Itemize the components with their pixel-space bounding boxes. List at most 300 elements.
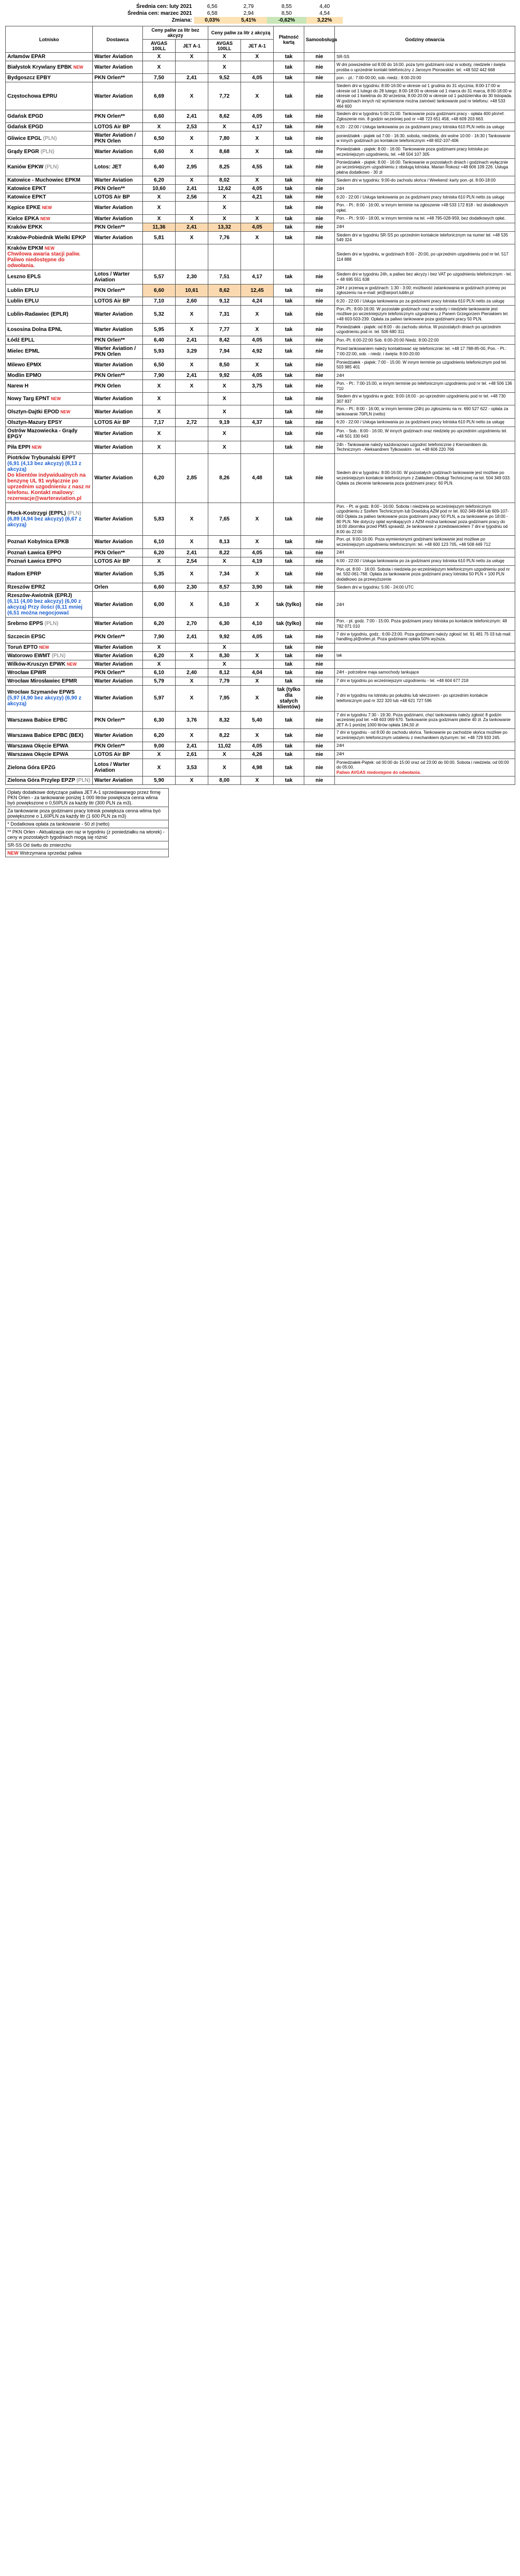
table-row [6,380,515,393]
cell-samoobsluga: nie [304,110,335,123]
cell-godziny: Siedem dni w tygodniu: 8:00-16:00 w okresie od 1 grudnia do 31 stycznia; 8:00-17:00 w okresie od 1 lutego do 28 lutego; 8:00-18:00 w okresie od 1 marca do 31 marca, 8:00-18:00 w okresie od 1 kwietnia do 30 września; 8:00-20:00 w okresie od 1 października do 30 listopada. W godzinach innych niż wymienione można zamówić tankowanie pod nr telefonu: +48 533 464 600 [335,82,515,110]
cell-price: 6,60 [143,284,176,297]
cell-lotnisko [6,418,93,427]
airport-name: Kraków-Pobiednik Wielki EPKP [7,234,86,241]
cell-godziny: 24H [335,742,515,750]
table-row [6,146,515,158]
cell-godziny: 6:00 - 22:00 / Usługa tankowania po za godzinami pracy lotniska 610 PLN netto za usługę [335,557,515,565]
airport-name: Ostrów Mazowiecka - Grądy EPGY [7,428,78,440]
cell-lotnisko [6,110,93,123]
cell-godziny: 7 dni w tygodniu 7:30 - 19:30. Poza godzinami, chęć tankowania należy zgłosić 8 godzin wcześniej pod tel. +48 603 069 670. Tankowanie poza godzinami płatne 40 zł. Za tankowanie JET A-1 poniżej 1000 litrów opłata 184,50 zł [335,711,515,729]
cell-godziny: Pon.-pt. 9:00-16:00. Poza wymienionymi godzinami tankowanie jest możliwe po wcześniejszym uzgodnieniu telefonicznym: tel. +48 600 123 705, +48 508 449 712 [335,536,515,548]
cell-samoobsluga: nie [304,185,335,193]
cell-godziny: Pon.-Pt.: 8:00-16:00. W pozostałe godzinach oraz w soboty i niedziele tankowanie jest możliwe po wcześniejszym telefonicznym uzgodnieniu z Panem Grzegorzem Pieniakiem tel. +48 603-503-239. Opłata za paliwo tankowane poza godzinami pracy 50 PLN. [335,305,515,323]
cell-samoobsluga: nie [304,380,335,393]
cell-samoobsluga: nie [304,297,335,305]
cell-platnosc: tak [274,427,304,441]
summary-value: 4,40 [319,4,330,10]
footnote-text [6,828,169,841]
cell-price [241,61,274,74]
cell-godziny: tak [335,651,515,660]
cell-price [176,660,208,668]
cell-godziny: Pon. - Pt.: 8:00 - 16:00, w innym terminie (24h) po zgłoszeniu na nr. 690 527 622 - opłata za tankowanie 70PLN (netto) [335,405,515,418]
cell-dostawca: Warter Aviation [93,305,143,323]
cell-price: 6,20 [143,176,176,185]
cell-godziny: Siedem dni w tygodniu w godz. 9:00-16:00 - po uprzednim uzgodnieniu pod nr tel. +48 730 307 837 [335,393,515,405]
cell-platnosc: tak [274,131,304,146]
summary-value: 2,94 [243,11,254,16]
cell-dostawca: PKN Orlen** [93,630,143,643]
cell-platnosc: tak [274,759,304,776]
cell-price: 7,90 [143,630,176,643]
cell-platnosc: tak (tylko) [274,618,304,630]
airport-name: Gdańsk EPGD [7,124,43,130]
cell-price [176,244,208,270]
cell-price: X [208,214,241,223]
cell-price: 8,22 [208,548,241,557]
airport-name: Leszno EPLS [7,274,41,280]
cell-price: X [176,685,208,711]
table-row [6,53,515,61]
cell-platnosc: tak [274,53,304,61]
cell-godziny: Poniedziałek - piątek: 8:00 - 16:00. Tankowanie poza godzinami pracy lotniska po wcześniejszym uzgodnieniu, tel. +48 504 107 305 [335,146,515,158]
cell-price: 7,77 [208,323,241,336]
cell-platnosc: tak [274,668,304,677]
page [5,0,515,863]
col-group-bez-akcyzy: Ceny paliw za litr bez akcyzy [143,26,208,40]
cell-price [241,427,274,441]
cell-price: 10,60 [143,185,176,193]
cell-price: X [241,358,274,371]
cell-price: 6,40 [143,336,176,344]
col-header-dostawca: Dostawca [93,26,143,53]
cell-price: X [143,214,176,223]
footnote-row [6,849,169,857]
cell-price: 4,05 [241,630,274,643]
table-row [6,344,515,358]
cell-price: 4,05 [241,185,274,193]
cell-price: 4,05 [241,110,274,123]
cell-lotnisko [6,565,93,583]
cell-dostawca: Warter Aviation [93,405,143,418]
col-header-godziny: Godziny otwarcia [335,26,515,53]
cell-price [241,393,274,405]
cell-price: X [208,202,241,214]
summary-value: 5,41% [230,17,267,24]
cell-godziny: 24H [335,750,515,759]
price-summary [100,3,343,24]
cell-lotnisko [6,536,93,548]
airport-name: Kraków EPKK [7,224,43,230]
cell-lotnisko [6,660,93,668]
cell-price: X [208,441,241,453]
cell-dostawca: Warter Aviation / PKN Orlen [93,344,143,358]
cell-lotnisko [6,74,93,82]
cell-price: X [143,441,176,453]
cell-price: X [176,503,208,536]
cell-price: 5,83 [143,503,176,536]
cell-price: X [176,231,208,244]
cell-platnosc: tak [274,711,304,729]
cell-platnosc: tak [274,214,304,223]
cell-price: 5,90 [143,776,176,785]
cell-dostawca: PKN Orlen** [93,372,143,380]
cell-price: 8,62 [208,110,241,123]
cell-lotnisko [6,336,93,344]
cell-godziny: Poniedziałek - piątek: 7:00 - 15:00. W innym terminie po uzgodnieniu telefonicznym pod tel. 503 985 401 [335,358,515,371]
table-row [6,393,515,405]
cell-price: 2,41 [176,110,208,123]
cell-godziny: 7 dni w tygodniu na lotnisku po południu lub wieczorem - po uprzednim kontakcie telefonicznym pod nr 322 320 lub +48 621 727 596 [335,685,515,711]
cell-dostawca: Warter Aviation [93,231,143,244]
cell-dostawca: Warter Aviation [93,358,143,371]
cell-platnosc: tak [274,729,304,742]
cell-price: X [176,176,208,185]
cell-price: X [143,557,176,565]
cell-platnosc: tak [274,123,304,131]
summary-value: 2,79 [243,4,254,10]
cell-samoobsluga: nie [304,284,335,297]
cell-price: 6,69 [143,82,176,110]
cell-samoobsluga: nie [304,729,335,742]
cell-lotnisko [6,393,93,405]
cell-price: 4,92 [241,344,274,358]
summary-value: 4,54 [319,11,330,16]
table-row [6,565,515,583]
table-row [6,441,515,453]
footnote-row [6,841,169,849]
cell-dostawca: Warter Aviation [93,393,143,405]
airport-name: Rzeszów-Awiotnik (EPRJ) [7,593,72,599]
table-row [6,729,515,742]
airport-tag: (PLN) [45,164,59,171]
cell-samoobsluga [304,244,335,270]
table-row [6,231,515,244]
cell-price: 4,55 [241,158,274,176]
cell-platnosc: tak [274,372,304,380]
table-row [6,358,515,371]
cell-price: X [241,53,274,61]
cell-samoobsluga: nie [304,592,335,618]
cell-price: 9,19 [208,418,241,427]
cell-dostawca: Warter Aviation [93,536,143,548]
airport-name: Białystok Krywlany EPBK [7,64,72,71]
cell-price: 7,51 [208,270,241,284]
airport-name: Katowice EPKT [7,194,46,201]
cell-samoobsluga: nie [304,214,335,223]
cell-lotnisko [6,453,93,503]
cell-platnosc: tak [274,270,304,284]
footnote-text [6,807,169,820]
cell-dostawca: PKN Orlen** [93,223,143,231]
cell-price: 7,65 [208,503,241,536]
cell-lotnisko [6,441,93,453]
cell-platnosc: tak [274,344,304,358]
cell-lotnisko [6,380,93,393]
cell-dostawca: Warter Aviation [93,61,143,74]
cell-dostawca: LOTOS Air BP [93,750,143,759]
airport-name: Olsztyn-Mazury EPSY [7,419,62,425]
summary-row [100,3,343,10]
cell-lotnisko [6,548,93,557]
cell-price: X [208,405,241,418]
cell-lotnisko [6,123,93,131]
cell-price: 3,53 [176,759,208,776]
cell-price: X [176,53,208,61]
cell-lotnisko [6,305,93,323]
cell-platnosc: tak [274,231,304,244]
cell-platnosc: tak (tylko dla stałych klientów) [274,685,304,711]
footnote-content: Opłaty dodatkowe dotyczące paliwa JET A-1 sprzedawanego przez firmę PKN Orlen - za tankowanie poniżej 1 000 litrów powiększa cenna wlima byó powiększone o 0,50PLN za każdy litr (300 PLN za m3). [7,790,161,806]
cell-platnosc: tak [274,185,304,193]
cell-price: X [208,750,241,759]
cell-price: 2,40 [176,668,208,677]
cell-godziny: 24H z przerwą w godzinach: 1:30 - 3:00; możliwość zatankowania w godzinach przerwy po zgłoszeniu na e-mail: jet@airport.lublin.pl [335,284,515,297]
cell-price [176,441,208,453]
airport-name: Radom EPRP [7,571,41,577]
cell-samoobsluga: nie [304,548,335,557]
cell-price: 6,20 [143,651,176,660]
cell-samoobsluga: nie [304,557,335,565]
cell-lotnisko [6,82,93,110]
cell-price: 6,60 [143,110,176,123]
cell-price: 9,52 [208,74,241,82]
cell-lotnisko [6,427,93,441]
airport-name: Częstochowa EPRU [7,93,57,99]
airport-name: Zielona Góra Przylep EPZP [7,778,75,784]
cell-godziny: 24H [335,592,515,618]
footnote-text [6,841,169,849]
cell-price: X [143,393,176,405]
cell-price: X [208,393,241,405]
cell-dostawca: Warter Aviation [93,427,143,441]
cell-godziny: 24H [335,185,515,193]
cell-price: 2,41 [176,223,208,231]
airport-name: Milewo EPMX [7,362,42,368]
cell-godziny: Pon. - Sob.: 8:00 - 16:00, W innych godzinach oraz niedzielę po uprzednim uzgodnieniu tel. +48 501 330 643 [335,427,515,441]
summary-value: 3,22% [306,17,343,24]
cell-price: 10,61 [176,284,208,297]
airport-tag: (PLN) [43,135,57,141]
cell-lotnisko [6,323,93,336]
airport-name: Łódź EPLL [7,337,35,343]
airport-name: Poznań Kobylnica EPKB [7,539,69,545]
table-row [6,643,515,651]
cell-price: 6,40 [143,158,176,176]
cell-dostawca [93,244,143,270]
cell-godziny: Pon. - Pt.: 9:00 - 18:00, w innym terminie na tel. +48 795-028-959, bez dodatkowych opłat. [335,214,515,223]
cell-godziny: W dni powszednie od 8:00 do 16:00. poza tymi godzinami oraz w soboty, niedziele i święta prośba o uprzednie kontakt telefoniczny z Jarosym Piorowskim: tel: +48 502 442 668 [335,61,515,74]
cell-price: 8,50 [208,358,241,371]
summary-value: 0,03% [194,17,230,24]
cell-godziny: SR-SS [335,53,515,61]
cell-platnosc: tak [274,677,304,685]
table-row [6,158,515,176]
cell-platnosc: tak [274,503,304,536]
cell-price: 5,40 [241,711,274,729]
cell-lotnisko [6,244,93,270]
airport-tag: (PLN) [40,149,54,155]
cell-dostawca: PKN Orlen** [93,110,143,123]
cell-dostawca: Warter Aviation [93,677,143,685]
cell-dostawca: Orlen [93,583,143,592]
cell-price: 9,92 [208,372,241,380]
cell-price: X [176,565,208,583]
cell-price: 2,41 [176,336,208,344]
cell-price [176,202,208,214]
cell-price [241,441,274,453]
cell-price: 12,45 [241,284,274,297]
cell-price: 7,90 [143,372,176,380]
cell-godziny: 7 dni w tygodniu - od 8:00 do zachodu słońca. Tankowanie po zachodzie słońca możliwe po wcześniejszym telefonicznym ustaleniu z mechanikiem dyżurnym: tel. +48 729 933 245. [335,729,515,742]
cell-platnosc: tak [274,146,304,158]
airport-blue-note: (6,91 (4,13 bez akcyzy) (8,13 z akcyzą) [7,460,82,472]
cell-price: X [176,776,208,785]
cell-platnosc: tak [274,441,304,453]
footnote-row [6,807,169,820]
cell-price: 2,41 [176,630,208,643]
cell-dostawca: PKN Orlen** [93,185,143,193]
table-row [6,123,515,131]
airport-blue-note: (6,89 (4,94 bez akcyzy) (6,67 z akcyzą) [7,516,82,528]
cell-platnosc: tak [274,284,304,297]
cell-price: X [143,660,176,668]
cell-godziny: Siedem dni w tygodniu 24h, a paliwo bez akcyzy i bez VAT po uzgodnieniu telefonicznym - tel. + 48 695 551 638 [335,270,515,284]
cell-platnosc: tak [274,643,304,651]
table-row [6,223,515,231]
col-header-platnosc: Płatność kartą [274,26,304,53]
cell-samoobsluga: nie [304,630,335,643]
cell-dostawca: Warter Aviation [93,643,143,651]
airport-name: Warszawa Babice EPBC [7,717,68,723]
cell-dostawca: PKN Orlen** [93,548,143,557]
cell-price: 2,85 [176,453,208,503]
table-row [6,583,515,592]
cell-dostawca: LOTOS Air BP [93,297,143,305]
cell-price: 4,17 [241,270,274,284]
cell-price: 7,76 [208,231,241,244]
cell-price: 11,02 [208,742,241,750]
cell-price: 8,26 [208,453,241,503]
cell-platnosc: tak [274,536,304,548]
cell-lotnisko [6,185,93,193]
cell-samoobsluga: nie [304,336,335,344]
airport-name: Szczecin EPSC [7,633,46,640]
cell-price: 4,21 [241,193,274,202]
cell-lotnisko [6,405,93,418]
table-row [6,74,515,82]
airport-name: Kielce EPKA [7,215,39,222]
table-row [6,297,515,305]
cell-dostawca: Warter Aviation [93,503,143,536]
cell-platnosc: tak [274,630,304,643]
cell-lotnisko [6,630,93,643]
cell-dostawca: Warter Aviation [93,660,143,668]
cell-price: 4,05 [241,372,274,380]
cell-price: 13,32 [208,223,241,231]
footnote-content: ** PKN Orlen - Aktualizacja cen raz w tygodniu (z poniedziałku na wtorek) - ceny w pozostałych tygodniach mogą się różnić [7,829,165,840]
cell-samoobsluga: nie [304,131,335,146]
cell-price: X [241,214,274,223]
cell-price: X [176,536,208,548]
cell-platnosc: tak [274,336,304,344]
cell-price [241,660,274,668]
airport-tag: NEW [44,245,55,251]
cell-platnosc: tak [274,305,304,323]
cell-dostawca: PKN Orlen** [93,74,143,82]
cell-dostawca: PKN Orlen** [93,711,143,729]
cell-samoobsluga: nie [304,536,335,548]
table-row [6,418,515,427]
cell-price: 5,79 [143,677,176,685]
cell-price: X [176,82,208,110]
cell-samoobsluga: nie [304,776,335,785]
table-row [6,557,515,565]
legend-tag: NEW [7,850,18,856]
cell-price: X [208,380,241,393]
airport-tag: NEW [42,205,52,211]
cell-price: 2,53 [176,123,208,131]
airport-name: Katowice EPKT [7,186,46,192]
airport-red-note: Do klientów indywidualnych na benzynę UL 91 wyłącznie po uprzednim uzgodnieniu z nasz nr telefonu. Kontakt mailowy: rezerwacje@warteraviation.pl [7,472,91,501]
cell-godziny: Przed tankowaniem należy kontaktować się telefonicznie: tel. +48 17 788-85-00, Pon. - Pt.: 7:00-22:00, sob. - niedz. i święta: 8:00-20:00 [335,344,515,358]
cell-lotnisko [6,742,93,750]
cell-dostawca: LOTOS Air BP [93,418,143,427]
cell-platnosc: tak [274,158,304,176]
cell-lotnisko [6,223,93,231]
cell-price: 6,30 [208,618,241,630]
cell-platnosc: tak [274,405,304,418]
cell-price: X [143,380,176,393]
cell-godziny: 24H [335,223,515,231]
cell-samoobsluga: nie [304,418,335,427]
cell-samoobsluga: nie [304,427,335,441]
cell-godziny: 6:20 - 22:00 / Usługa tankowania po za godzinami pracy lotniska 610 PLN netto za usługę [335,123,515,131]
cell-dostawca: Warter Aviation [93,592,143,618]
cell-lotnisko [6,643,93,651]
cell-price: X [208,643,241,651]
cell-platnosc: tak [274,750,304,759]
cell-dostawca: LOTOS Air BP [93,123,143,131]
cell-dostawca: PKN Orlen** [93,668,143,677]
airport-name: Mielec EPML [7,348,40,355]
cell-godziny: 6:20 - 22:00 / Usługa tankowania po za godzinami pracy lotniska 610 PLN netto za usługę [335,193,515,202]
cell-platnosc: tak [274,82,304,110]
cell-price: X [241,131,274,146]
table-row [6,592,515,618]
cell-dostawca: Warter Aviation [93,82,143,110]
table-row [6,193,515,202]
cell-platnosc: tak [274,176,304,185]
cell-platnosc: tak [274,776,304,785]
cell-price: 4,37 [241,418,274,427]
cell-platnosc: tak [274,193,304,202]
table-row [6,336,515,344]
airport-name: Lublin EPLU [7,298,39,304]
cell-price: X [143,759,176,776]
cell-price: 2,61 [176,750,208,759]
cell-price: 6,60 [143,146,176,158]
cell-price: 4,24 [241,297,274,305]
table-row [6,202,515,214]
cell-price: 8,02 [208,176,241,185]
footnote-content: Za tankowanie poza godzinami pracy lotnisk powiększa cenna wlima byó powiększone o 1,60PLN za każdy litr (1 600 PLN za m3) [7,808,161,819]
airport-name: Katowice - Muchowiec EPKM [7,177,81,184]
cell-price: X [176,380,208,393]
cell-price: 6,30 [143,711,176,729]
cell-price: 5,95 [143,323,176,336]
cell-samoobsluga: nie [304,74,335,82]
